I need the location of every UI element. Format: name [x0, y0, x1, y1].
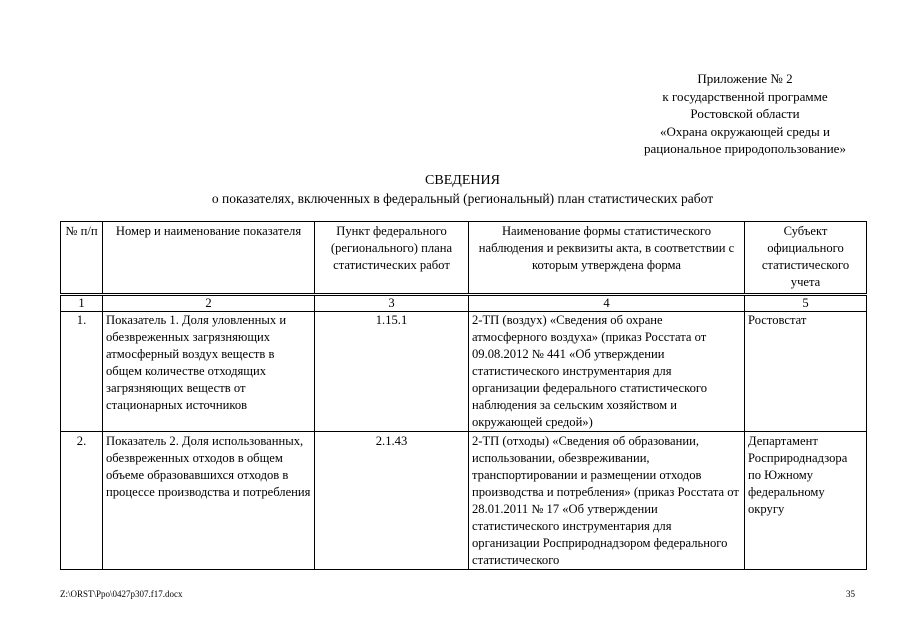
- footer-page-number: 35: [846, 589, 855, 599]
- appendix-line: Приложение № 2: [697, 71, 793, 86]
- header-number: № п/п: [61, 222, 103, 295]
- row-form: 2-ТП (отходы) «Сведения об образовании, использовании, обезвреживании, транспортировании и размещении отходов производства и потребления» (приказ Росстата от 28.01.2011 № 17 «Об утверждении статистического инструментария для организации Росприроднадзором федерального статистического: [469, 432, 745, 570]
- appendix-line: к государственной программе: [662, 88, 828, 104]
- row-number: 1.: [61, 312, 103, 432]
- table-row: [61, 432, 867, 570]
- row-subject: Ростовстат: [745, 312, 867, 432]
- row-number: 2.: [61, 432, 103, 570]
- table-header-row: [61, 222, 867, 295]
- appendix-block: [590, 70, 900, 158]
- appendix-line: «Охрана окружающей среды и: [660, 123, 830, 139]
- column-number: 1: [61, 295, 103, 312]
- footer-file-path: Z:\ORST\Ppo\0427p307.f17.docx: [60, 589, 183, 599]
- row-subject: Департамент Росприроднадзора по Южному федеральному округу: [745, 432, 867, 570]
- row-form: 2-ТП (воздух) «Сведения об охране атмосферного воздуха» (приказ Росстата от 09.08.2012 № 441 «Об утверждении статистического инструментария для организации федерального статистического наблюдения за сельским хозяйством и окружающей средой»): [469, 312, 745, 432]
- header-form: Наименование формы статистического наблюдения и реквизиты акта, в соответствии с которым утверждена форма: [469, 222, 745, 295]
- column-number: 4: [469, 295, 745, 312]
- row-plan-item: 1.15.1: [315, 312, 469, 432]
- document-subtitle: о показателях, включенных в федеральный (региональный) план статистических работ: [211, 191, 714, 206]
- header-indicator: Номер и наименование показателя: [103, 222, 315, 295]
- indicators-table: [60, 221, 867, 570]
- document-title: СВЕДЕНИЯ: [425, 173, 500, 188]
- header-plan-item: Пункт федерального (регионального) плана статистических работ: [315, 222, 469, 295]
- appendix-line: рациональное природопользование»: [644, 141, 846, 156]
- column-numbers-row: [61, 295, 867, 312]
- appendix-line: Ростовской области: [690, 106, 800, 121]
- column-number: 3: [315, 295, 469, 312]
- row-indicator: Показатель 1. Доля уловленных и обезвреженных загрязняющих атмосферный воздух веществ в общем количестве отходящих загрязняющих веществ от стационарных источников: [103, 312, 315, 432]
- row-plan-item: 2.1.43: [315, 432, 469, 570]
- column-number: 5: [745, 295, 867, 312]
- row-indicator: Показатель 2. Доля использованных, обезвреженных отходов в общем объеме образовавшихся отходов в процессе производства и потребления: [103, 432, 315, 570]
- table-row: [61, 312, 867, 432]
- column-number: 2: [103, 295, 315, 312]
- header-subject: Субъект официального статистического учета: [745, 222, 867, 295]
